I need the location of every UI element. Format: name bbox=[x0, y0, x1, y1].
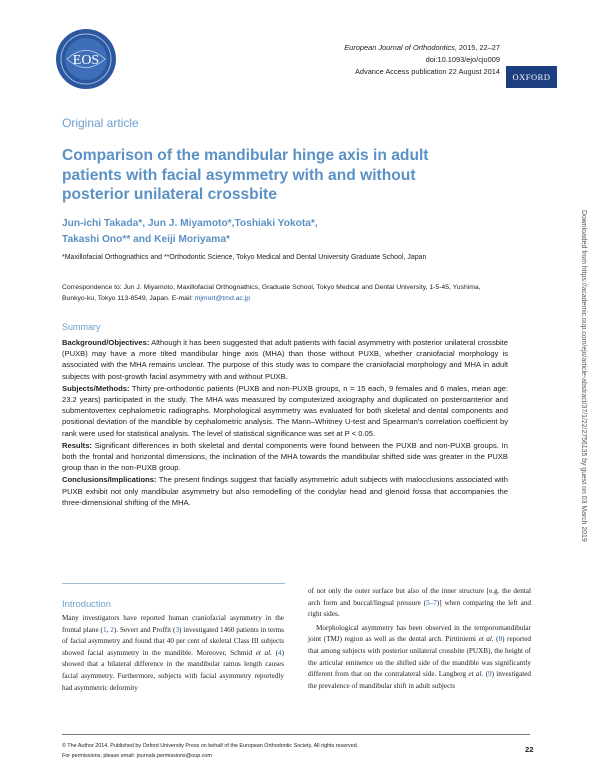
paragraph: of not only the outer surface but also of the inner structure [e.g. the dental arch form and buccal/lingual pressure (5–7)] when comparing the left and right sides. bbox=[308, 587, 531, 619]
section-divider bbox=[62, 583, 285, 584]
introduction-heading: Introduction bbox=[62, 598, 111, 609]
journal-info bbox=[240, 42, 500, 78]
journal-citation: , 2015, 22–27 bbox=[454, 43, 500, 52]
summary-conclusions: Conclusions/Implications: The present findings suggest that facially asymmetric adult subjects with malocclusions associated with PUXB exhibit not only mandibular asymmetry but also remodelling of the condylar head and glenoid fossa that accompanies the three-dimensional shifting of the MHA. bbox=[62, 475, 508, 507]
email-link[interactable]: mjmort@tmd.ac.jp bbox=[194, 295, 250, 302]
permissions: For permissions, please email: journals.permissions@oup.com bbox=[62, 753, 212, 759]
logo-text: EOS bbox=[72, 53, 100, 68]
doi[interactable]: doi:10.1093/ejo/cju009 bbox=[425, 55, 500, 64]
download-note-text[interactable]: Downloaded from https://academic.oup.com/ejo/article-abstract/37/1/22/2756135 by guest on 03 March 2019 bbox=[580, 210, 587, 542]
authors-line-2[interactable]: Takashi Ono** and Keiji Moriyama* bbox=[62, 233, 230, 245]
correspondence-text: Correspondence to: Jun J. Miyamoto, Maxillofacial Orthognathics, Graduate School, Tokyo Medical and Dental University, 1-5-45, Yushima, Bunkyo-ku, Tokyo 113-8549, Japan. E-mail: bbox=[62, 284, 481, 302]
introduction-column-1: Many investigators have reported human craniofacial asymmetry in the frontal plane (1, 2). Severt and Proffit (3) investigated 1460 patients in terms of facial asymmetry and found that 40 per cent of skeletal Class III subjects showed facial asymmetry in the mandible. Moreover, Schmid et al. (4) showed that a bilateral difference in the mandibular ramus length causes facial asymmetry. Furthermore, subjects with facial asymmetry reportedly had asymmetric deformity bbox=[62, 614, 285, 692]
summary-background: Background/Objectives: Although it has been suggested that adult patients with facial asymmetry with posterior unilateral crossbite (PUXB) may have a more tilted mandibular hinge axis (MHA) than those without PUXB, whether craniofacial morphology is associated with the MHA remains unclear. The purpose of this study was to compare the craniofacial morphology and MHA in adult subjects with post-growth facial asymmetry with and without PUXB. bbox=[62, 338, 508, 381]
article-title: Comparison of the mandibular hinge axis in adult patients with facial asymmetry with and without posterior unilateral crossbite bbox=[62, 147, 429, 204]
ref-link[interactable]: 5–7 bbox=[426, 598, 437, 607]
advance-access: Advance Access publication 22 August 2014 bbox=[354, 67, 500, 76]
paragraph: Morphological asymmetry has been observed in the temporomandibular joint (TMJ) region as well as the dental arch. Pirttiniemi et al. (8) reported that among subjects with posterior unilateral crossbite (PUXB), the height of the articular eminence on the shifted side of the mandible was significantly different from that on the contralateral side. Langberg et al. (9) investigated the prevalence of mandibular shift in adult subjects bbox=[308, 623, 532, 690]
article-type: Original article bbox=[62, 116, 139, 130]
eos-logo bbox=[55, 28, 117, 90]
results-label: Results: bbox=[62, 440, 92, 450]
conclusions-label: Conclusions/Implications: bbox=[62, 475, 157, 485]
author-list bbox=[62, 216, 482, 247]
page-number: 22 bbox=[525, 745, 534, 754]
introduction-column-2 bbox=[308, 586, 531, 692]
footer bbox=[62, 741, 492, 761]
ref-link[interactable]: 1 bbox=[102, 625, 107, 634]
download-note bbox=[576, 210, 588, 590]
background-label: Background/Objectives: bbox=[62, 338, 150, 347]
journal-name[interactable]: European Journal of Orthodontics bbox=[344, 43, 455, 52]
authors-line-1[interactable]: Jun-ichi Takada*, Jun J. Miyamoto*,Toshiaki Yokota*, bbox=[62, 218, 318, 229]
summary-heading: Summary bbox=[62, 322, 101, 332]
oxford-logo[interactable]: OXFORD bbox=[506, 66, 557, 88]
ref-link[interactable]: 2 bbox=[110, 625, 114, 634]
ref-link[interactable]: 3 bbox=[175, 625, 180, 634]
summary-results: Results: Significant differences in both skeletal and dental components were found between the PUXB and non-PUXB groups. In both the frontal and horizontal dimensions, the inclination of the MHA towards the mandibular shifted side was greater in the PUXB group than in the non-PUXB group. bbox=[62, 440, 508, 473]
ref-link[interactable]: 4 bbox=[277, 648, 282, 657]
ref-link[interactable]: 9 bbox=[487, 670, 492, 679]
correspondence bbox=[62, 282, 492, 304]
copyright: © The Author 2014. Published by Oxford University Press on behalf of the European Orthodontic Society. All rights reserved. bbox=[62, 743, 359, 749]
summary-body bbox=[62, 337, 508, 509]
ref-link[interactable]: 8 bbox=[498, 635, 503, 644]
footer-divider bbox=[62, 734, 530, 735]
subjects-label: Subjects/Methods: bbox=[62, 383, 130, 393]
affiliation: *Maxillofacial Orthognathics and **Orthodontic Science, Tokyo Medical and Dental University Graduate School, Japan bbox=[62, 254, 427, 261]
summary-subjects: Subjects/Methods: Thirty pre-orthodontic patients (PUXB and non-PUXB groups, n = 15 each, 9 females and 6 males, mean age: 23.2 years) participated in the study. The MHA was measured by computerized axiography and duplicated on posteroanterior and submentovertex cephalometric radiographs. Morphological asymmetry was evaluated for both skeletal and dental components and positional deviation of the mandible by cephalometric analysis. The Mann–Whitney U-test and Spearman’s correlation coefficient by rank were used for statistical analysis. The level of statistical significance was set at P < 0.05. bbox=[62, 383, 508, 438]
